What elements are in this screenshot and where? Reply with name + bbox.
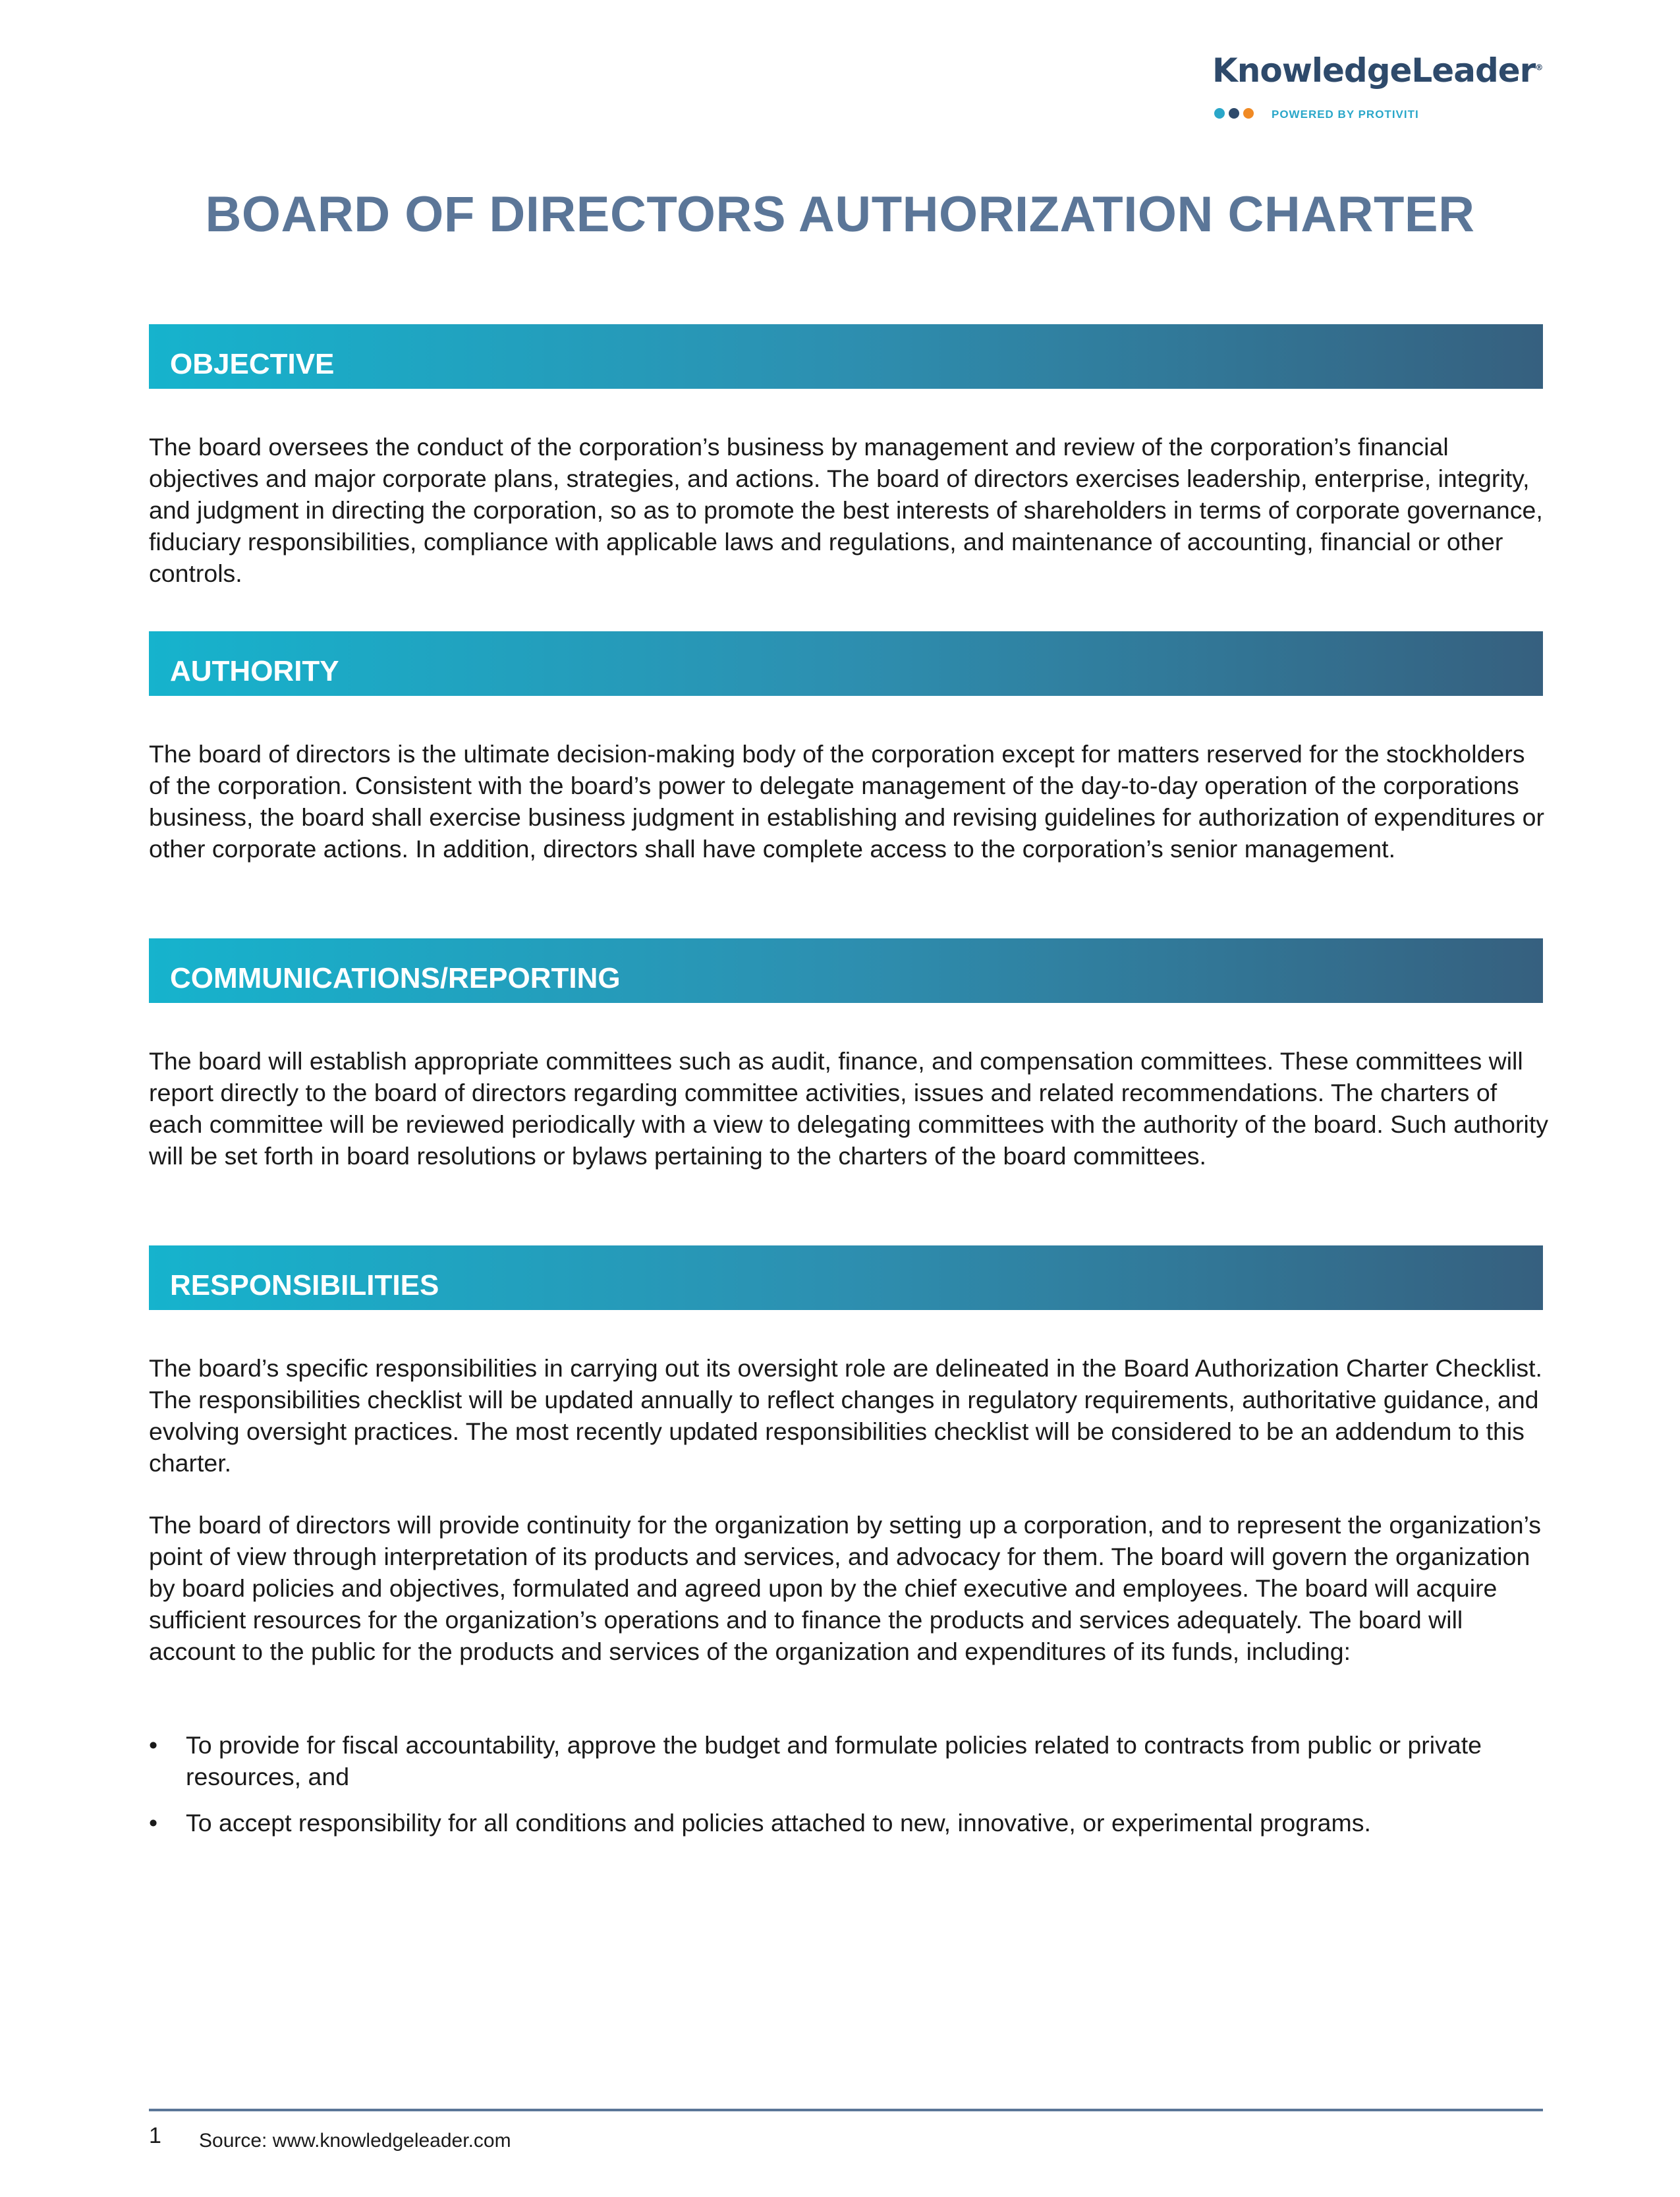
brand-tagline: POWERED BY PROTIVITI	[1272, 108, 1419, 121]
document-title: BOARD OF DIRECTORS AUTHORIZATION CHARTER	[205, 186, 1475, 243]
section-header-communications	[149, 938, 1543, 1003]
brand-dot-icon	[1214, 108, 1225, 119]
source-note: Source: www.knowledgeleader.com	[199, 2130, 511, 2152]
section-header-responsibilities	[149, 1245, 1543, 1310]
section-heading: RESPONSIBILITIES	[170, 1269, 439, 1301]
section-heading: OBJECTIVE	[170, 348, 335, 380]
brand-logo	[1212, 51, 1542, 124]
section-header-authority	[149, 631, 1543, 696]
bullet-icon: •	[149, 1731, 158, 1759]
brand-name: KnowledgeLeader®	[1212, 51, 1543, 90]
page-number: 1	[149, 2123, 161, 2148]
authority-paragraph: The board of directors is the ultimate decision-making body of the corporation except for matters reserved for the stockholders of the corporation. Consistent with the board’s power to delegate management of the day-to-day operation of the corporations business, the board shall exercise business judgment in establishing and revising guidelines for authorization of expenditures or other corporate actions. In addition, directors shall have complete access to the corporation’s senior management.	[149, 740, 1544, 863]
section-heading: COMMUNICATIONS/REPORTING	[170, 962, 621, 994]
brand-dot-icon	[1243, 108, 1254, 119]
section-header-objective	[149, 324, 1543, 389]
communications-paragraph: The board will establish appropriate committees such as audit, finance, and compensation committees. These committees will report directly to the board of directors regarding committee activities, issues and related recommendations. The charters of each committee will be reviewed periodically with a view to delegating committees with the authority of the board. Such authority will be set forth in board resolutions or bylaws pertaining to the charters of the board committees.	[149, 1047, 1548, 1170]
trademark-symbol: ®	[1535, 63, 1543, 72]
responsibilities-paragraph-2: The board of directors will provide continuity for the organization by setting up a corporation, and to represent the organization’s point of view through interpretation of its products and services, and advocacy for them. The board will govern the organization by board policies and objectives, formulated and agreed upon by the chief executive and employees. The board will acquire sufficient resources for the organization’s operations and to finance the products and services adequately. The board will account to the public for the products and services of the organization and expenditures of its funds, including:	[149, 1511, 1542, 1665]
responsibilities-paragraph-1: The board’s specific responsibilities in carrying out its oversight role are delineated in the Board Authorization Charter Checklist. The responsibilities checklist will be updated annually to reflect changes in regulatory requirements, authoritative guidance, and evolving oversight practices. The most recently updated responsibilities checklist will be considered to be an addendum to this charter.	[149, 1354, 1542, 1477]
objective-paragraph: The board oversees the conduct of the corporation’s business by management and review of the corporation’s financial objectives and major corporate plans, strategies, and actions. The board of directors exercises leadership, enterprise, integrity, and judgment in directing the corporation, so as to promote the best interests of shareholders in terms of corporate governance, fiduciary responsibilities, compliance with applicable laws and regulations, and maintenance of accounting, financial or other controls.	[149, 433, 1543, 587]
list-item-text: To provide for fiscal accountability, approve the budget and formulate policies related to contracts from public or private resources, and	[186, 1731, 1482, 1790]
footer-divider	[149, 2109, 1543, 2111]
list-item-text: To accept responsibility for all conditions and policies attached to new, innovative, or experimental programs.	[186, 1809, 1371, 1837]
brand-dot-icon	[1229, 108, 1239, 119]
section-heading: AUTHORITY	[170, 655, 339, 687]
bullet-icon: •	[149, 1809, 158, 1837]
brand-dots-icon	[1214, 107, 1260, 120]
